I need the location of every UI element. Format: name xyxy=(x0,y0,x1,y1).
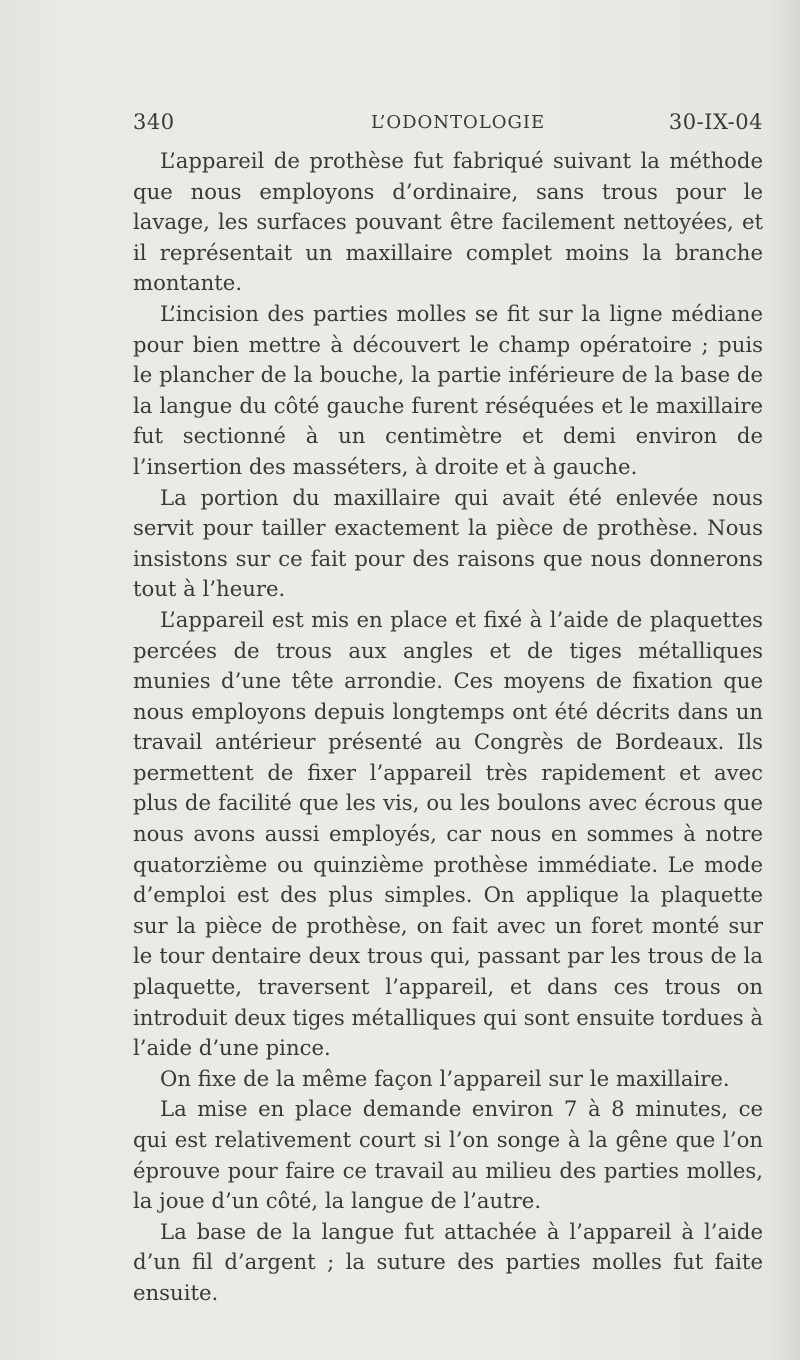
issue-date: 30-IX-04 xyxy=(668,110,763,134)
page-number: 340 xyxy=(133,110,175,134)
paragraph: La mise en place demande environ 7 à 8 minutes, ce qui est relativement court si l’on songe à la gêne que l’on éprouve pour faire ce travail au milieu des parties molles, la joue d’un côté, la langue de l’autre. xyxy=(133,1096,763,1214)
running-header xyxy=(133,110,763,140)
paragraph: L’incision des parties molles se fit sur la ligne médiane pour bien mettre à découvert le champ opératoire ; puis le plancher de la bouche, la partie inférieure de la base de la langue du côté gauche furent réséquées et le maxillaire fut sectionné à un centimètre et demi environ de l’insertion des masséters, à droite et à gauche. xyxy=(133,300,763,479)
paragraph: La portion du maxillaire qui avait été enlevée nous servit pour tailler exactement la pièce de prothèse. Nous insistons sur ce fait pour des raisons que nous donnerons tout à l’heure. xyxy=(133,484,763,602)
paragraph: La base de la langue fut attachée à l’appareil à l’aide d’un fil d’argent ; la suture des parties molles fut faite ensuite. xyxy=(133,1218,763,1305)
paragraph: L’appareil de prothèse fut fabriqué suivant la méthode que nous employons d’ordinaire, sans trous pour le lavage, les surfaces pouvant être facilement nettoyées, et il représentait un maxillaire complet moins la branche montante. xyxy=(133,148,763,296)
journal-title: L’ODONTOLOGIE xyxy=(371,112,546,133)
body-text xyxy=(133,146,763,1309)
paragraph: L’appareil est mis en place et fixé à l’aide de plaquettes percées de trous aux angles et de tiges métalliques munies d’une tête arrondie. Ces moyens de fixation que nous employons depuis longtemps ont été décrits dans un travail antérieur présenté au Congrès de Bordeaux. Ils permettent de fixer l’appareil très rapidement et avec plus de facilité que les vis, ou les boulons avec écrous que nous avons aussi employés, car nous en sommes à notre quatorzième ou quinzième prothèse immédiate. Le mode d’emploi est des plus simples. On applique la plaquette sur la pièce de prothèse, on fait avec un foret monté sur le tour dentaire deux trous qui, passant par les trous de la plaquette, traversent l’appareil, et dans ces trous on introduit deux tiges métalliques qui sont ensuite tordues à l’aide d’une pince. xyxy=(133,606,763,1061)
paragraph: On fixe de la même façon l’appareil sur le maxillaire. xyxy=(160,1065,730,1091)
